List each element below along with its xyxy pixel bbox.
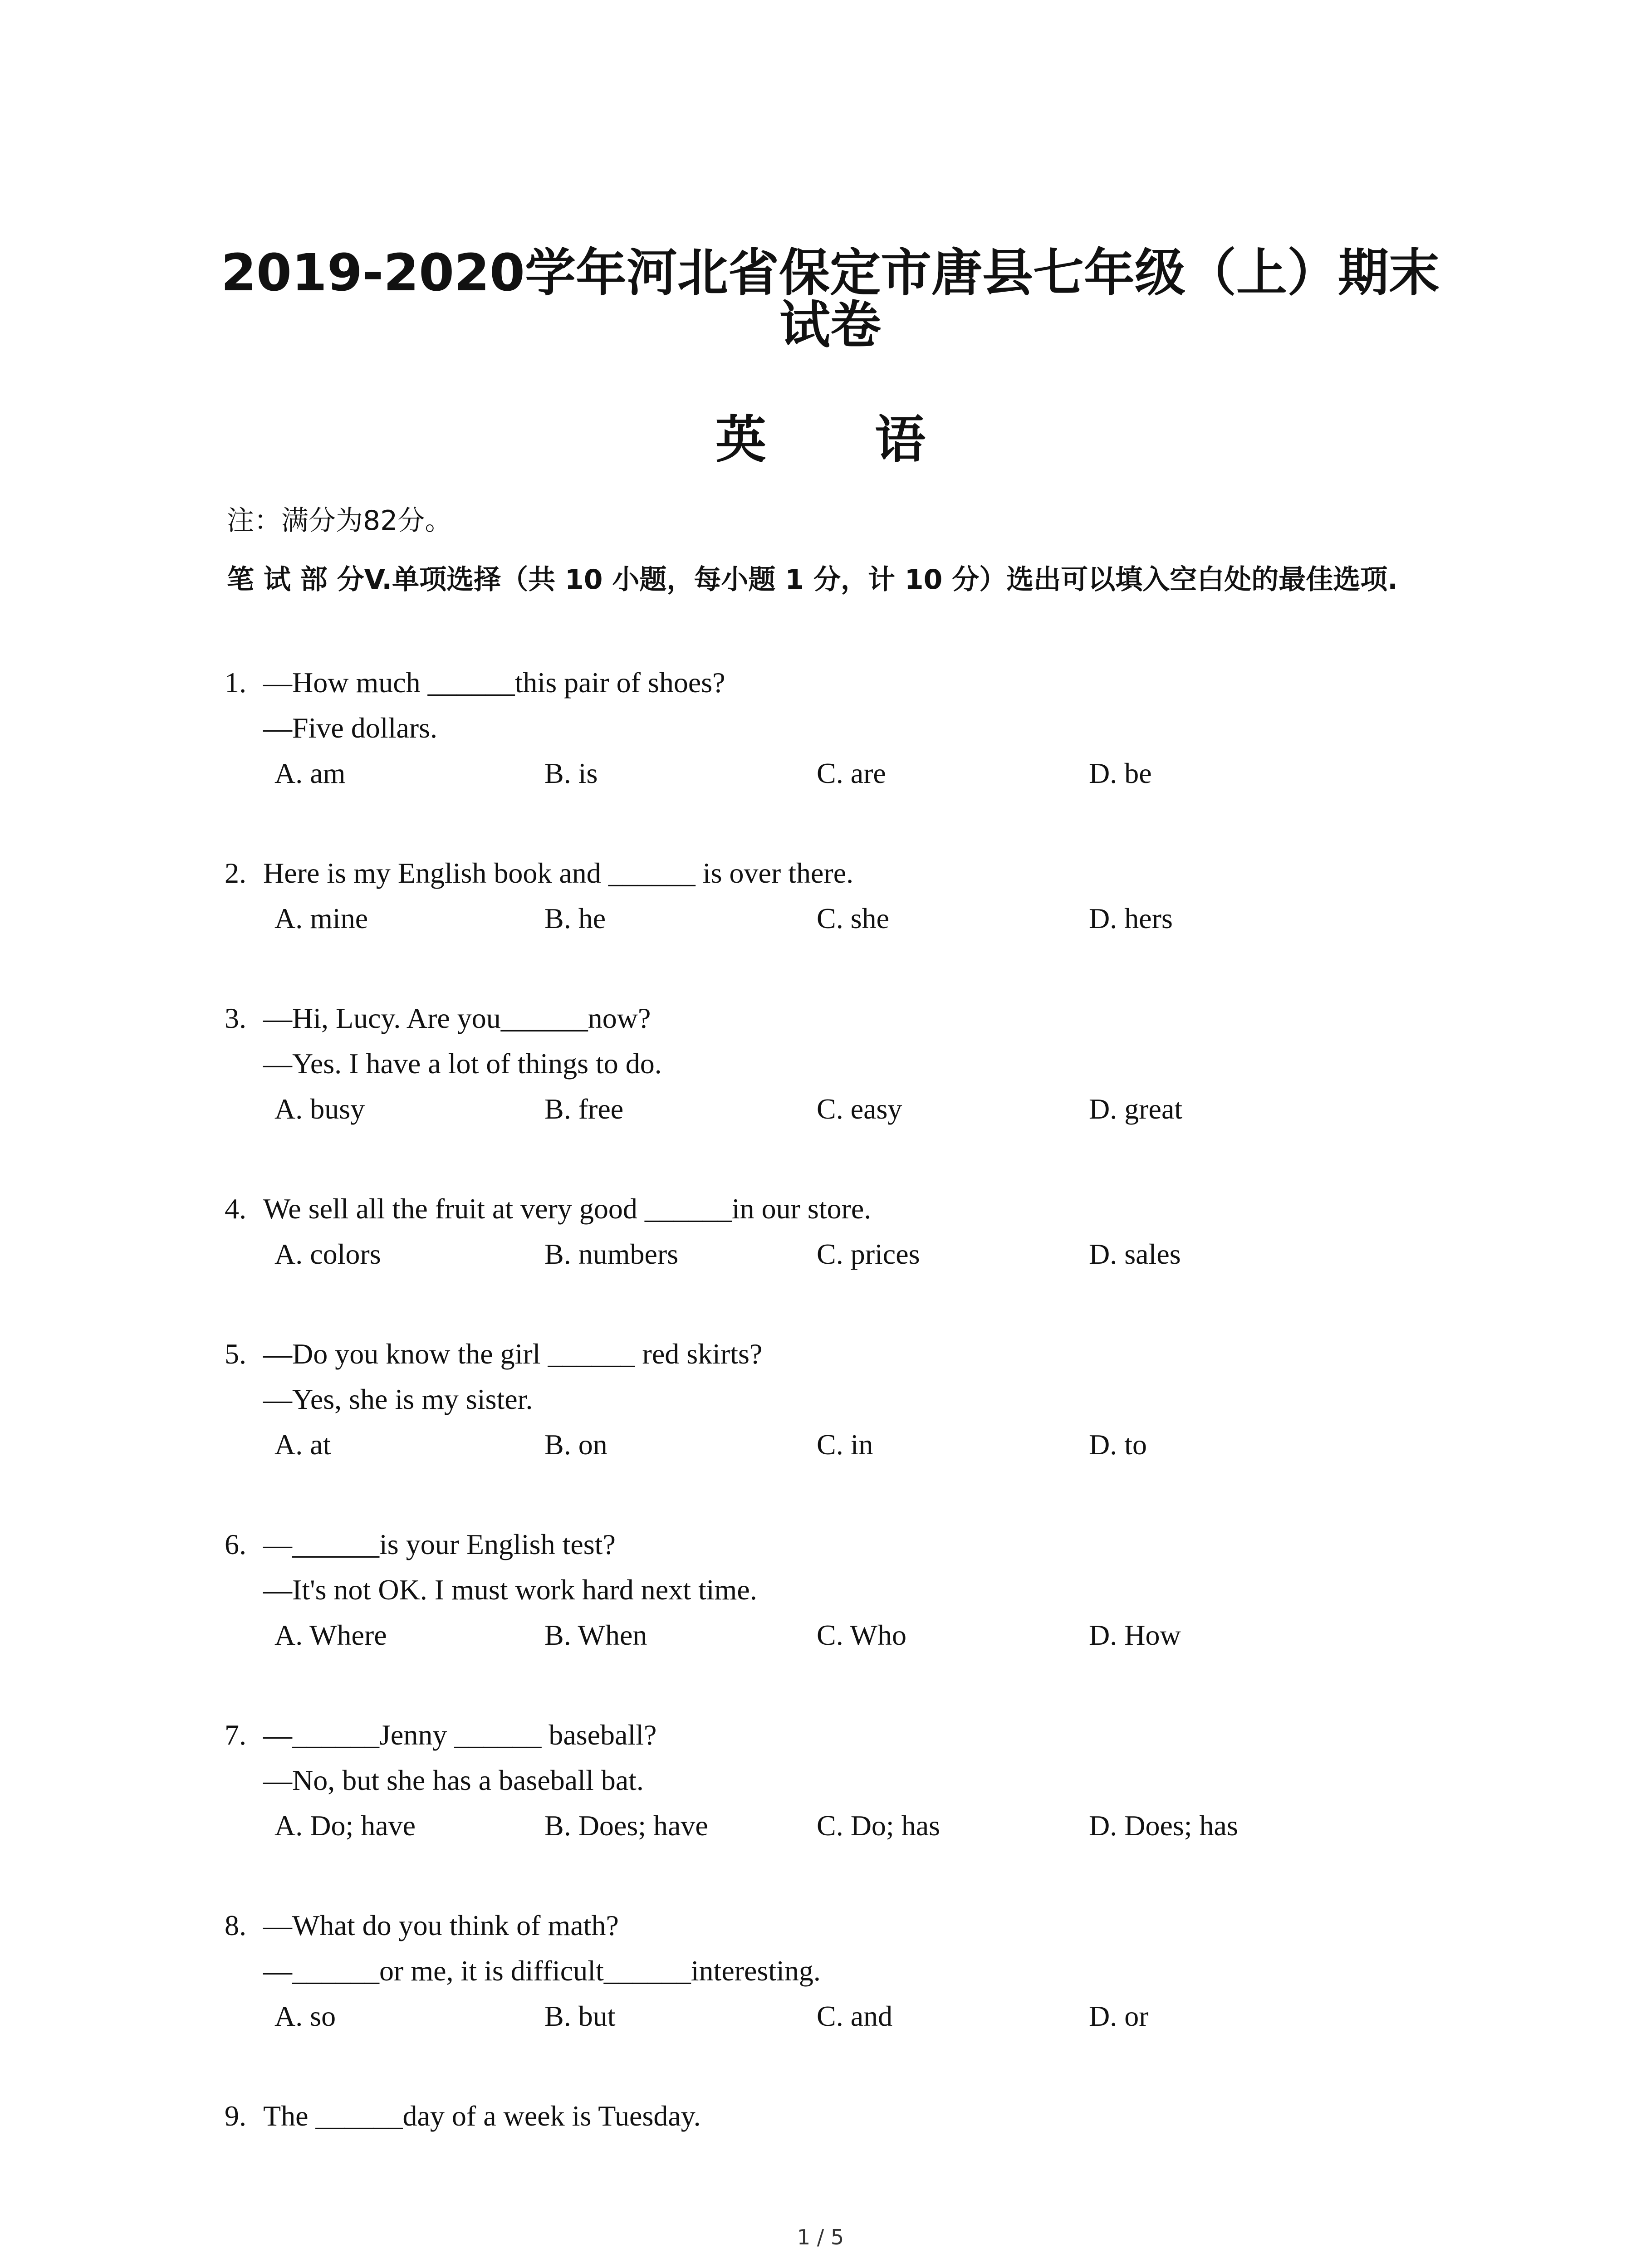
option-a: A. am [274,757,346,789]
option-a: A. busy [274,1093,365,1125]
question-number: 3. [225,1002,246,1034]
question-line: We sell all the fruit at very good ______in our store. [263,1193,872,1225]
question-number: 9. [225,2100,246,2132]
option-d: D. How [1089,1619,1181,1651]
option-d: D. hers [1089,902,1173,934]
option-b: B. Does; have [544,1809,708,1842]
option-b: B. free [544,1093,624,1125]
question-number: 6. [225,1528,246,1560]
question-line: —What do you think of math? [263,1909,619,1941]
question-number: 2. [225,857,246,889]
option-a: A. Where [274,1619,387,1651]
option-b: B. he [544,902,606,934]
question-line: —Yes. I have a lot of things to do. [263,1047,662,1080]
question-line: —How much ______this pair of shoes? [263,666,725,699]
option-c: C. she [817,902,889,934]
question-line: —Five dollars. [263,712,437,744]
question-line: —Hi, Lucy. Are you______now? [263,1002,651,1034]
option-c: C. Do; has [817,1809,940,1842]
option-d: D. be [1089,757,1152,789]
question-line: —______or me, it is difficult______interesting. [263,1955,821,1987]
option-c: C. easy [817,1093,902,1125]
question-number: 1. [225,666,246,699]
section-instructions: 笔 试 部 分V.单项选择（共 10 小题，每小题 1 分，计 10 分）选出可以填入空白处的最佳选项. [227,564,1398,596]
option-d: D. or [1089,2000,1149,2032]
question-line: Here is my English book and ______ is over there. [263,857,854,889]
option-d: D. to [1089,1428,1147,1461]
option-c: C. prices [817,1238,920,1270]
option-b: B. on [544,1428,607,1461]
option-a: A. so [274,2000,336,2032]
option-c: C. in [817,1428,873,1461]
score-note: 注：满分为82分。 [227,505,452,537]
option-a: A. mine [274,902,368,934]
question-number: 8. [225,1909,246,1941]
option-d: D. sales [1089,1238,1181,1270]
option-d: D. Does; has [1089,1809,1238,1842]
question-line: —Yes, she is my sister. [263,1383,533,1415]
question-line: —No, but she has a baseball bat. [263,1764,644,1796]
option-c: C. and [817,2000,893,2032]
option-b: B. but [544,2000,616,2032]
option-c: C. Who [817,1619,906,1651]
option-a: A. at [274,1428,331,1461]
option-b: B. When [544,1619,647,1651]
option-a: A. colors [274,1238,381,1270]
question-line: —Do you know the girl ______ red skirts? [263,1338,763,1370]
subject-heading: 英 语 [715,411,971,469]
question-line: —It's not OK. I must work hard next time. [263,1574,757,1606]
option-c: C. are [817,757,886,789]
question-line: —______is your English test? [263,1528,616,1560]
option-d: D. great [1089,1093,1183,1125]
question-number: 5. [225,1338,246,1370]
question-line: The ______day of a week is Tuesday. [263,2100,701,2132]
option-b: B. is [544,757,598,789]
question-number: 4. [225,1193,246,1225]
question-number: 7. [225,1719,246,1751]
option-a: A. Do; have [274,1809,416,1842]
page-number: 1 / 5 [797,2225,844,2249]
question-line: —______Jenny ______ baseball? [263,1719,657,1751]
option-b: B. numbers [544,1238,679,1270]
page-title: 2019-2020学年河北省保定市唐县七年级（上）期末试卷 [221,244,1440,355]
